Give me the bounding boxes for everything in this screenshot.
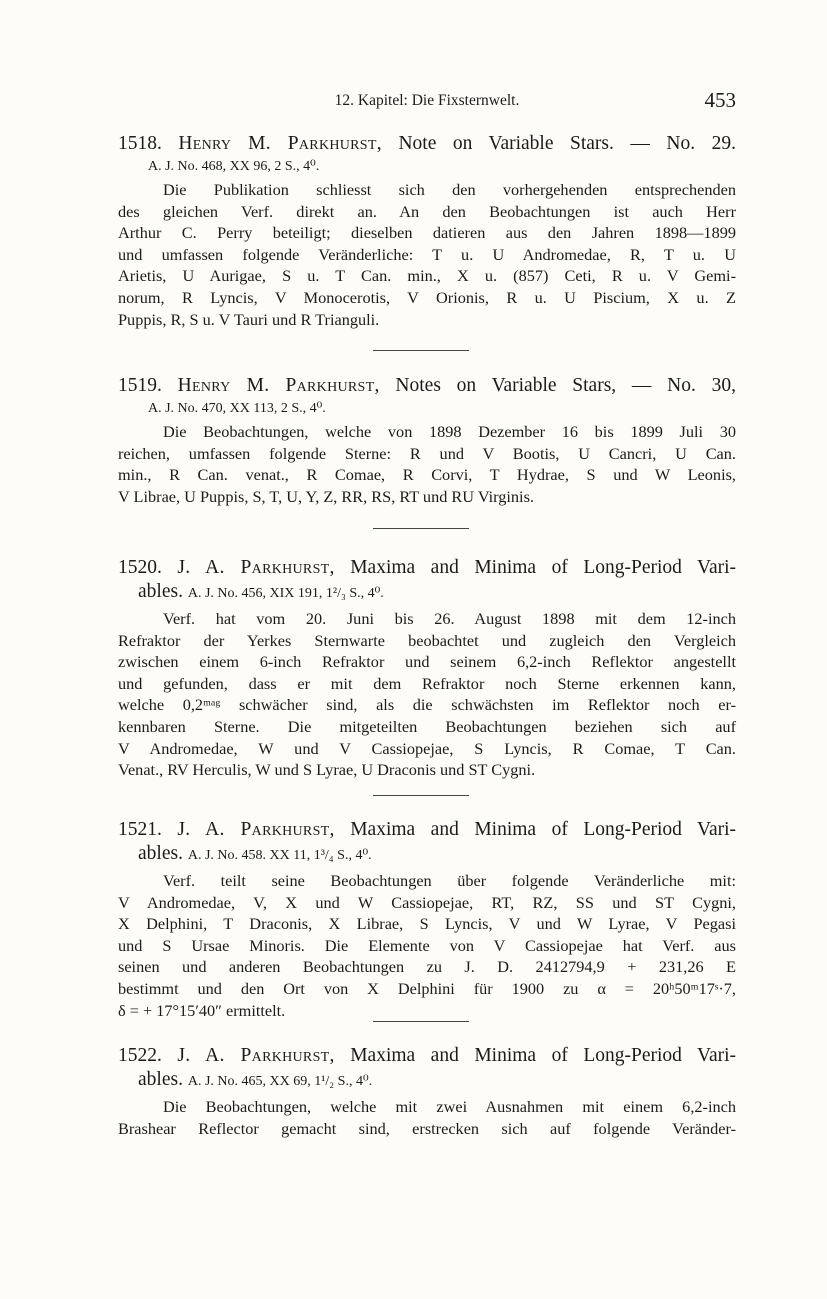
- entry-author: Henry M. Parkhurst,: [178, 133, 382, 154]
- body-line: Die Publikation schliesst sich den vorhergehenden entsprechenden: [163, 180, 736, 199]
- entry-1520: [118, 556, 736, 781]
- entry-author: J. A. Parkhurst,: [177, 1045, 335, 1066]
- entry-heading: [118, 374, 736, 398]
- body-line: bestimmt und den Ort von X Delphini für 1900 zu α = 20ʰ50ᵐ17ˢ·7,: [118, 978, 736, 998]
- entry-citation: A. J. No. 468, XX 96, 2 S., 4⁰.: [148, 159, 320, 174]
- body-line: kennbaren Sterne. Die mitgeteilten Beobachtungen beziehen sich auf: [118, 716, 736, 736]
- body-line: Die Beobachtungen, welche von 1898 Dezember 16 bis 1899 Juli 30: [163, 422, 736, 441]
- entry-heading: [118, 132, 736, 156]
- body-line: V Librae, U Puppis, S, T, U, Y, Z, RR, RS, RT und RU Virginis.: [118, 486, 534, 506]
- body-line: des gleichen Verf. direkt an. An den Beobachtungen ist auch Herr: [118, 201, 736, 221]
- body-line: V Andromedae, W und V Cassiopejae, S Lyncis, R Comae, T Can.: [118, 738, 736, 758]
- entry-title: Maxima and Minima of Long-Period Vari-: [350, 819, 737, 840]
- entry-1518: [118, 132, 736, 330]
- entry-number: 1518.: [118, 133, 162, 154]
- entry-number: 1521.: [118, 819, 162, 840]
- body-line: und gefunden, dass er mit dem Refraktor noch Sterne erkennen kann,: [118, 673, 736, 693]
- body-line: reichen, umfassen folgende Sterne: R und V Bootis, U Cancri, U Can.: [118, 443, 736, 463]
- body-line: Arietis, U Aurigae, S u. T Can. min., X u. (857) Ceti, R u. V Gemi-: [118, 266, 736, 286]
- body-line: zwischen einem 6-inch Refraktor und seinem 6,2-inch Reflektor angestellt: [118, 652, 736, 672]
- entry-title: Note on Variable Stars. — No. 29.: [398, 133, 737, 154]
- entry-heading: [118, 818, 736, 868]
- body-line: und umfassen folgende Veränderliche: T u. U Andromedae, R, T u. U: [118, 244, 736, 264]
- entry-title: Notes on Variable Stars, — No. 30,: [395, 375, 737, 396]
- body-line: welche 0,2ᵐᵃᵍ schwächer sind, als die schwächsten im Reflektor noch er-: [118, 695, 736, 715]
- entry-1521: [118, 818, 736, 1021]
- body-line: norum, R Lyncis, V Monocerotis, V Orionis, R u. U Piscium, X u. Z: [118, 287, 736, 307]
- entry-body: [118, 1096, 736, 1139]
- page-number: 453: [704, 88, 736, 112]
- body-line: Puppis, R, S u. V Tauri und R Trianguli.: [118, 309, 380, 329]
- entry-heading: [118, 556, 736, 606]
- entry-body: [118, 421, 736, 507]
- entry-body: [118, 608, 736, 781]
- entry-title: Maxima and Minima of Long-Period Vari-: [350, 1045, 737, 1066]
- entry-body: [118, 179, 736, 330]
- entry-1522: [118, 1044, 736, 1139]
- body-line: Verf. hat vom 20. Juni bis 26. August 1898 mit dem 12-inch: [163, 609, 736, 628]
- body-line: Refraktor der Yerkes Sternwarte beobachtet und zugleich den Vergleich: [118, 630, 736, 650]
- divider: [373, 795, 469, 796]
- entry-citation: A. J. No. 458. XX 11, 1³/₄ S., 4⁰.: [187, 848, 372, 863]
- body-line: Arthur C. Perry beteiligt; dieselben datieren aus den Jahren 1898—1899: [118, 223, 736, 243]
- divider: [373, 1021, 469, 1022]
- chapter-title: 12. Kapitel: Die Fixsternwelt.: [334, 92, 520, 109]
- entry-author: Henry M. Parkhurst,: [177, 375, 380, 396]
- body-line: Brashear Reflector gemacht sind, erstrecken sich auf folgende Veränder-: [118, 1118, 736, 1138]
- body-line: Venat., RV Herculis, W und S Lyrae, U Draconis und ST Cygni.: [118, 760, 536, 780]
- body-line: Die Beobachtungen, welche mit zwei Ausnahmen mit einem 6,2-inch: [163, 1097, 736, 1116]
- entry-citation: A. J. No. 456, XIX 191, 1²/₃ S., 4⁰.: [187, 586, 384, 601]
- entry-citation: A. J. No. 470, XX 113, 2 S., 4⁰.: [148, 401, 326, 416]
- body-line: seinen und anderen Beobachtungen zu J. D. 2412794,9 + 231,26 E: [118, 957, 736, 977]
- body-line: X Delphini, T Draconis, X Librae, S Lyncis, V und W Lyrae, V Pegasi: [118, 914, 736, 934]
- body-line: δ = + 17°15′40″ ermittelt.: [118, 1000, 286, 1020]
- entry-number: 1522.: [118, 1045, 162, 1066]
- entry-number: 1519.: [118, 375, 162, 396]
- divider: [373, 528, 469, 529]
- divider: [373, 350, 469, 351]
- entry-body: [118, 870, 736, 1021]
- entry-author: J. A. Parkhurst,: [177, 819, 335, 840]
- entry-author: J. A. Parkhurst,: [177, 557, 335, 578]
- body-line: und S Ursae Minoris. Die Elemente von V Cassiopejae hat Verf. aus: [118, 935, 736, 955]
- entry-heading: [118, 1044, 736, 1094]
- running-header: [118, 88, 736, 118]
- entry-citation: A. J. No. 465, XX 69, 1¹/₂ S., 4⁰.: [187, 1074, 373, 1089]
- entry-number: 1520.: [118, 557, 162, 578]
- body-line: V Andromedae, V, X und W Cassiopejae, RT, RZ, SS und ST Cygni,: [118, 892, 736, 912]
- body-line: Verf. teilt seine Beobachtungen über folgende Veränderliche mit:: [163, 871, 736, 890]
- entry-title-cont: ables.: [138, 1069, 183, 1090]
- entry-1519: [118, 374, 736, 507]
- entry-title-cont: ables.: [138, 581, 183, 602]
- entry-title-cont: ables.: [138, 843, 183, 864]
- entry-title: Maxima and Minima of Long-Period Vari-: [350, 557, 737, 578]
- body-line: min., R Can. venat., R Comae, R Corvi, T Hydrae, S und W Leonis,: [118, 465, 736, 485]
